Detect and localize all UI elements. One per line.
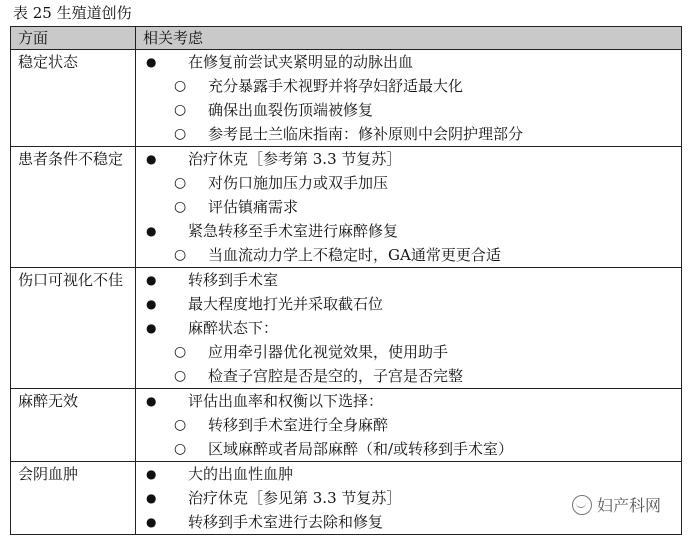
list-item (136, 50, 681, 74)
item-text: 参考昆士兰临床指南：修补原则中会阴护理部分 (208, 125, 524, 143)
list-item (136, 462, 681, 486)
item-text: 区域麻醉或者局部麻醉（和/或转移到手术室） (208, 440, 514, 458)
table-row (11, 389, 682, 462)
hollow-bullet-icon: ○ (174, 199, 187, 215)
filled-bullet-icon: ● (146, 297, 157, 311)
hollow-bullet-icon: ○ (174, 175, 187, 191)
item-text: 检查子宫腔是否是空的，子宫是否完整 (208, 367, 464, 385)
considerations-list (136, 389, 681, 461)
item-text: 麻醉状态下： (188, 319, 279, 337)
header-considerations: 相关考虑 (136, 27, 682, 50)
list-item (136, 122, 681, 146)
list-item (136, 340, 681, 364)
aspect-cell: 麻醉无效 (11, 389, 136, 462)
aspect-cell: 患者条件不稳定 (11, 147, 136, 268)
aspect-cell: 会阴血肿 (11, 462, 136, 535)
list-item (136, 171, 681, 195)
considerations-cell (136, 147, 682, 268)
header-row (11, 27, 682, 50)
item-text: 评估出血率和权衡以下选择： (188, 392, 384, 410)
list-item (136, 364, 681, 388)
list-item (136, 98, 681, 122)
table-row (11, 268, 682, 389)
list-item (136, 437, 681, 461)
hollow-bullet-icon: ○ (174, 441, 187, 457)
item-text: 确保出血裂伤顶端被修复 (208, 101, 374, 119)
considerations-cell (136, 268, 682, 389)
watermark (572, 493, 661, 516)
filled-bullet-icon: ● (146, 467, 157, 481)
hollow-bullet-icon: ○ (174, 78, 187, 94)
list-item (136, 413, 681, 437)
table-row (11, 50, 682, 147)
item-text: 治疗休克［参见第 3.3 节复苏］ (188, 489, 402, 507)
aspect-cell: 稳定状态 (11, 50, 136, 147)
hollow-bullet-icon: ○ (174, 102, 187, 118)
item-text: 当血流动力学上不稳定时，GA通常更更合适 (208, 246, 501, 264)
item-text: 大的出血性血肿 (188, 465, 294, 483)
item-text: 对伤口施加压力或双手加压 (208, 174, 389, 192)
hollow-bullet-icon: ○ (174, 247, 187, 263)
list-item (136, 268, 681, 292)
filled-bullet-icon: ● (146, 394, 157, 408)
hollow-bullet-icon: ○ (174, 368, 187, 384)
item-text: 紧急转移至手术室进行麻醉修复 (188, 222, 399, 240)
list-item (136, 74, 681, 98)
filled-bullet-icon: ● (146, 491, 157, 505)
item-text: 在修复前尝试夹紧明显的动脉出血 (188, 53, 414, 71)
list-item (136, 219, 681, 243)
header-aspect: 方面 (11, 27, 136, 50)
item-text: 转移到手术室进行全身麻醉 (208, 416, 389, 434)
filled-bullet-icon: ● (146, 55, 157, 69)
watermark-text: 妇产科网 (597, 496, 662, 515)
item-text: 转移到手术室进行去除和修复 (188, 513, 384, 531)
filled-bullet-icon: ● (146, 273, 157, 287)
hollow-bullet-icon: ○ (174, 344, 187, 360)
considerations-list (136, 147, 681, 267)
considerations-list (136, 50, 681, 146)
list-item (136, 292, 681, 316)
considerations-list (136, 268, 681, 388)
aspect-cell: 伤口可视化不佳 (11, 268, 136, 389)
list-item (136, 195, 681, 219)
item-text: 应用牵引器优化视觉效果，使用助手 (208, 343, 449, 361)
item-text: 转移到手术室 (188, 271, 279, 289)
item-text: 最大程度地打光并采取截石位 (188, 295, 384, 313)
wechat-logo-icon (572, 495, 592, 515)
filled-bullet-icon: ● (146, 321, 157, 335)
hollow-bullet-icon: ○ (174, 126, 187, 142)
filled-bullet-icon: ● (146, 515, 157, 529)
hollow-bullet-icon: ○ (174, 417, 187, 433)
list-item (136, 316, 681, 340)
item-text: 治疗休克［参考第 3.3 节复苏］ (188, 150, 402, 168)
filled-bullet-icon: ● (146, 224, 157, 238)
list-item (136, 147, 681, 171)
considerations-cell (136, 389, 682, 462)
considerations-cell (136, 50, 682, 147)
item-text: 评估镇痛需求 (208, 198, 299, 216)
item-text: 充分暴露手术视野并将孕妇舒适最大化 (208, 77, 464, 95)
list-item (136, 389, 681, 413)
filled-bullet-icon: ● (146, 152, 157, 166)
table-row (11, 147, 682, 268)
list-item (136, 243, 681, 267)
guide-table (10, 26, 682, 535)
table-caption: 表 25 生殖道创伤 (13, 4, 132, 22)
